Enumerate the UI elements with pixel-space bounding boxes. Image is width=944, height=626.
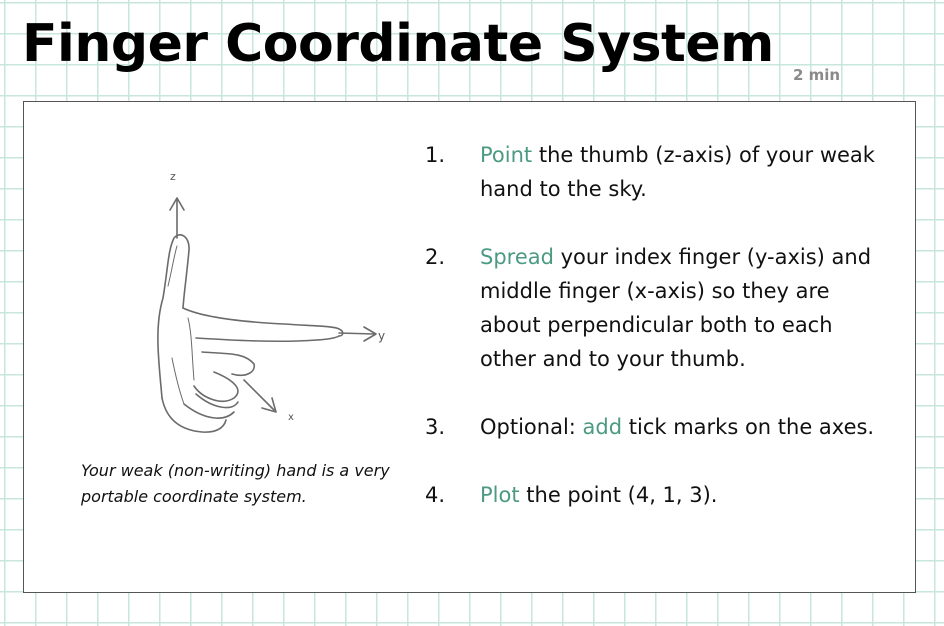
step-number: 1. — [425, 143, 446, 167]
duration-badge: 2 min — [793, 66, 841, 84]
y-axis-label: y — [378, 329, 386, 343]
z-axis-label: z — [170, 170, 176, 183]
x-axis-label: x — [288, 412, 294, 423]
step-number: 4. — [425, 483, 446, 507]
step-text: Plot the point (4, 1, 3). — [480, 483, 718, 507]
step-keyword: Spread — [480, 245, 554, 269]
step-keyword: add — [582, 415, 623, 439]
step-keyword: Point — [480, 143, 533, 167]
step-keyword: Plot — [480, 483, 520, 507]
list-item — [425, 138, 895, 206]
step-number: 2. — [425, 245, 446, 269]
step-text: Point the thumb (z-axis) of your weak hand to the sky. — [480, 143, 875, 201]
step-text: Optional: add tick marks on the axes. — [480, 415, 875, 439]
step-text: Spread your index finger (y-axis) and middle finger (x-axis) so they are about perpendicular both to each other and to your thumb. — [480, 245, 872, 371]
step-number: 3. — [425, 415, 446, 439]
list-item — [425, 478, 895, 512]
instruction-list — [425, 138, 895, 546]
hand-coordinate-sketch-icon — [84, 158, 384, 458]
list-item — [425, 410, 895, 444]
page-title: Finger Coordinate System — [22, 14, 774, 74]
illustration-caption: Your weak (non-writing) hand is a very portable coordinate system. — [81, 461, 390, 506]
list-item — [425, 240, 895, 376]
content-card — [23, 101, 916, 593]
